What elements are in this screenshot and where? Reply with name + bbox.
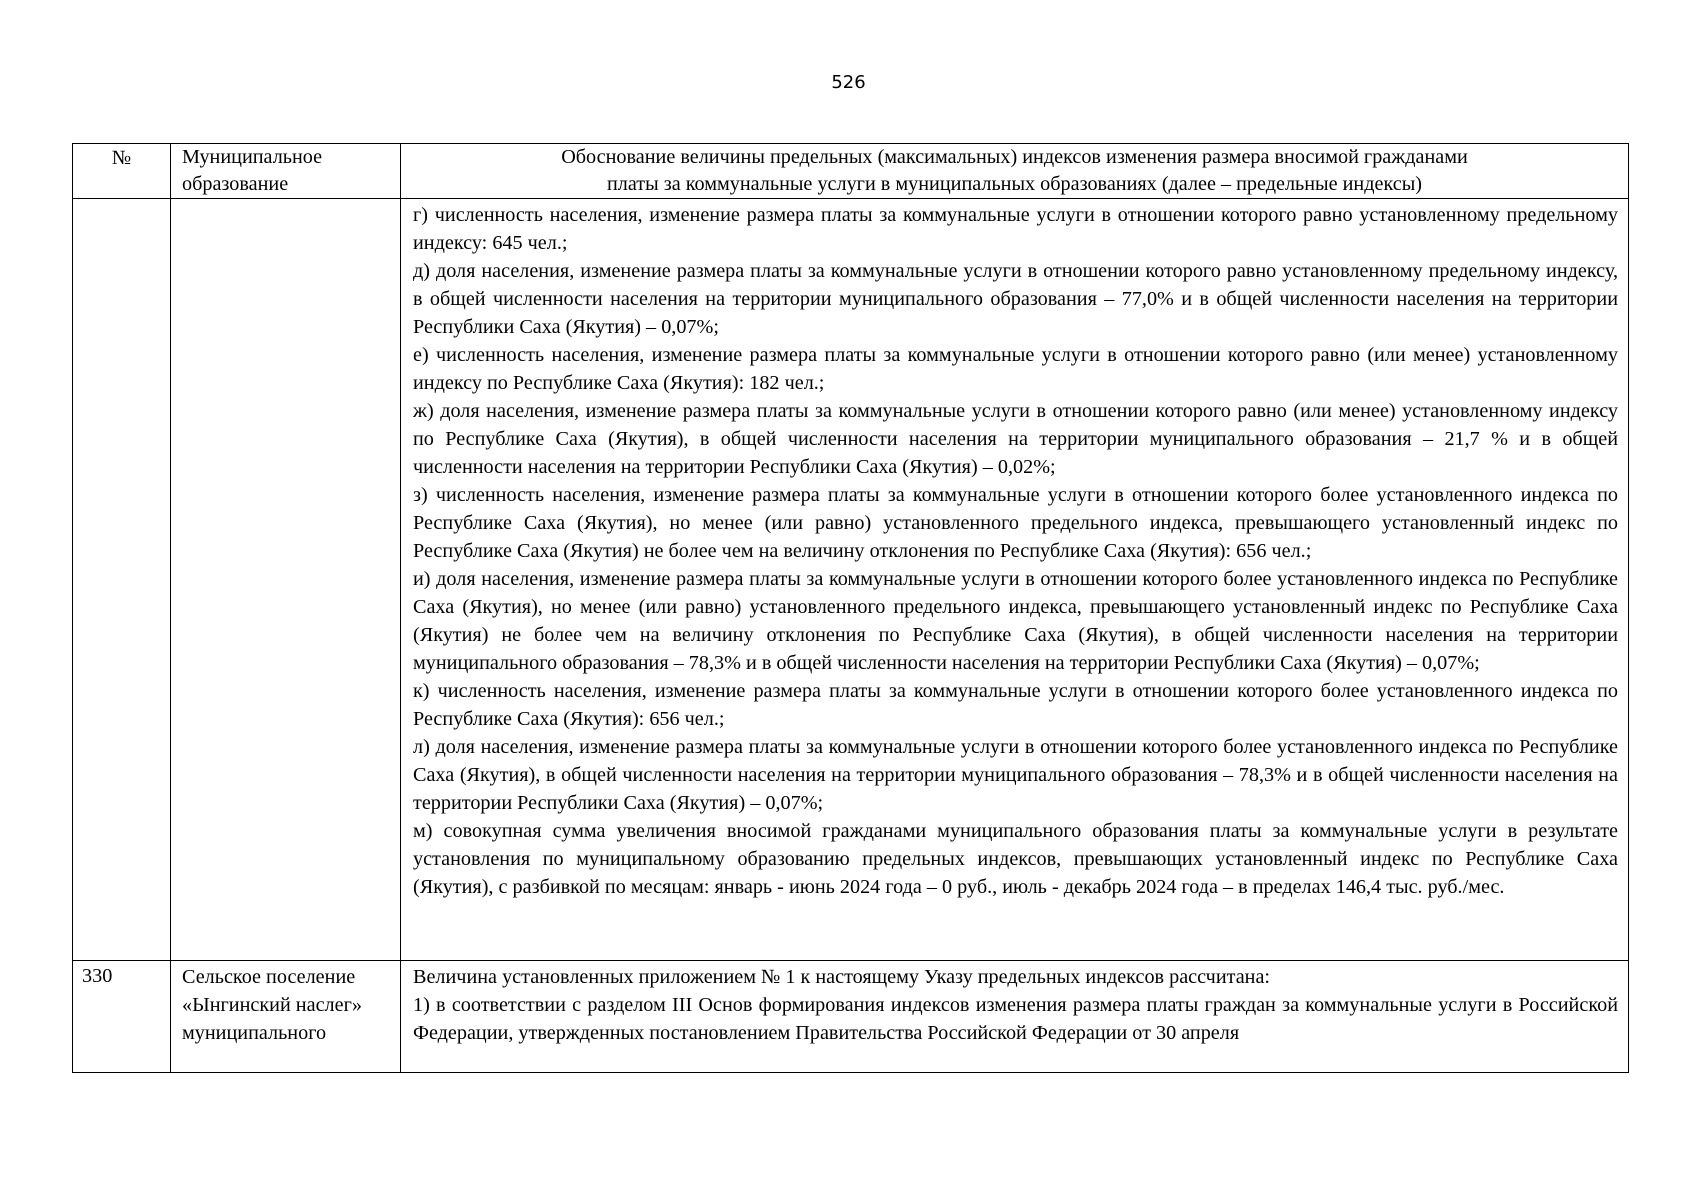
paragraph-d: д) доля населения, изменение размера платы за коммунальные услуги в отношении которого равно установленному предельному индексу, в общей численности населения на территории муниципального образования – 77,0% и в общей численности населения на территории Республики Саха (Якутия) – 0,07%; [413, 260, 1618, 338]
paragraph-1: 1) в соответствии с разделом III Основ формирования индексов изменения размера платы граждан за коммунальные услуги в Российской Федерации, утвержденных постановлением Правительства Российской Федерации от 30 апреля [413, 994, 1618, 1044]
row-municipality-cell: Сельское поселение «Ынгинский наслег» муниципального [171, 961, 401, 1073]
paragraph-m: м) совокупная сумма увеличения вносимой гражданами муниципального образования платы за коммунальные услуги в результате установления по муниципальному образованию предельных индексов, превышающих установленный индекс по Республике Саха (Якутия), с разбивкой по месяцам: январь - июнь 2024 года – 0 руб., июль - декабрь 2024 года – в пределах 146,4 тыс. руб./мес. [413, 820, 1618, 898]
row-number-cell [73, 199, 171, 961]
row-justification-cell [401, 199, 1629, 961]
paragraph-k: к) численность населения, изменение размера платы за коммунальные услуги в отношении которого более установленного индекса по Республике Саха (Якутия): 656 чел.; [413, 680, 1618, 730]
paragraph-g: г) численность населения, изменение размера платы за коммунальные услуги в отношении которого равно установленному предельному индексу: 645 чел.; [413, 204, 1618, 254]
paragraph-e: е) численность населения, изменение размера платы за коммунальные услуги в отношении которого равно (или менее) установленному индексу по Республике Саха (Якутия): 182 чел.; [413, 344, 1618, 394]
header-justification-line1: Обоснование величины предельных (максимальных) индексов изменения размера вносимой гражданами [561, 146, 1468, 168]
table-row [73, 199, 1629, 961]
row-justification-cell [401, 961, 1629, 1073]
row-municipality-cell [171, 199, 401, 961]
page-number: 526 [831, 72, 866, 93]
header-justification [401, 144, 1629, 199]
paragraph-zh: ж) доля населения, изменение размера платы за коммунальные услуги в отношении которого равно (или менее) установленному индексу по Республике Саха (Якутия), в общей численности населения на территории муниципального образования – 21,7 % и в общей численности населения на территории Республики Саха (Якутия) – 0,02%; [413, 400, 1618, 478]
table-header-row [73, 144, 1629, 199]
table-row [73, 961, 1629, 1073]
header-number: № [73, 144, 171, 199]
paragraph-i: и) доля населения, изменение размера платы за коммунальные услуги в отношении которого более установленного индекса по Республике Саха (Якутия), но менее (или равно) установленного предельного индекса, превышающего установленный индекс по Республике Саха (Якутия) не более чем на величину отклонения по Республике Саха (Якутия), в общей численности населения на территории муниципального образования – 78,3% и в общей численности населения на территории Республики Саха (Якутия) – 0,07%; [413, 568, 1618, 674]
paragraph-z: з) численность населения, изменение размера платы за коммунальные услуги в отношении которого более установленного индекса по Республике Саха (Якутия), но менее (или равно) установленного предельного индекса, превышающего установленный индекс по Республике Саха (Якутия) не более чем на величину отклонения по Республике Саха (Якутия): 656 чел.; [413, 484, 1618, 562]
header-municipality: Муниципальное образование [171, 144, 401, 199]
header-justification-line2: платы за коммунальные услуги в муниципальных образованиях (далее – предельные индексы) [606, 173, 1422, 195]
justification-table [72, 143, 1629, 1073]
paragraph-intro: Величина установленных приложением № 1 к настоящему Указу предельных индексов рассчитана: [413, 966, 1271, 988]
row-number-cell: 330 [73, 961, 171, 1073]
paragraph-l: л) доля населения, изменение размера платы за коммунальные услуги в отношении которого более установленного индекса по Республике Саха (Якутия), в общей численности населения на территории муниципального образования – 78,3% и в общей численности населения на территории Республики Саха (Якутия) – 0,07%; [413, 736, 1618, 814]
